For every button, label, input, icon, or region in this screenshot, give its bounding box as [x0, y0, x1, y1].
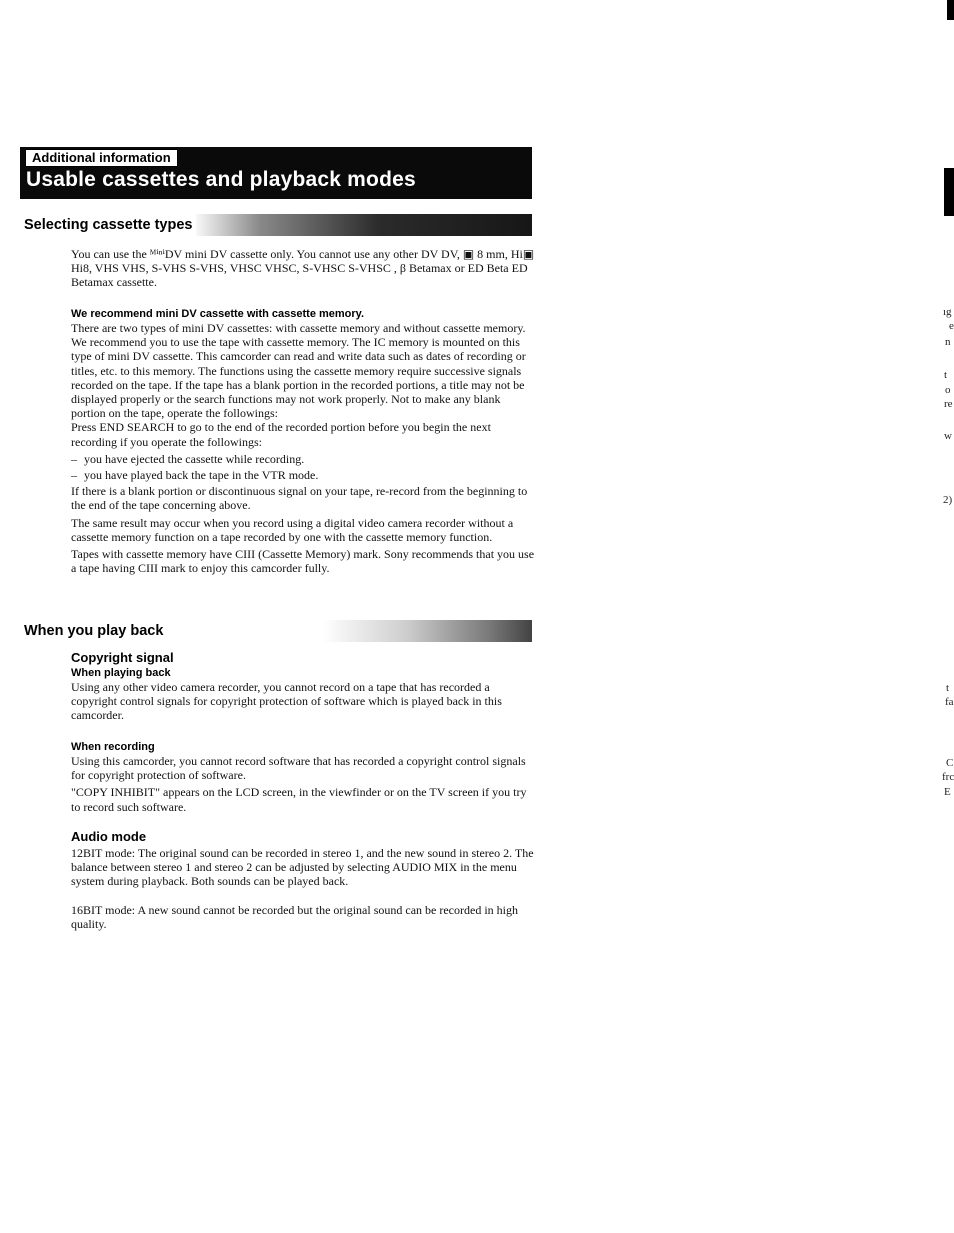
audio-16bit-text: 16BIT mode: A new sound cannot be recorded but the original sound can be recorded in high quality.: [71, 902, 518, 931]
edge-fragment: re: [944, 398, 953, 410]
when-playing-heading: When playing back: [71, 667, 171, 679]
section-heading-label: Selecting cassette types: [24, 214, 196, 236]
page-edge-tab: [944, 168, 954, 216]
recommend-heading: We recommend mini DV cassette with cassette memory.: [71, 308, 365, 320]
same-result-paragraph: The same result may occur when you record using a digital video camera recorder without a cassette memory function on a tape recorded by one with the cassette memory function.: [71, 515, 514, 544]
edge-fragment: n: [945, 336, 951, 348]
heading-shade: [322, 620, 532, 642]
blank-portion-paragraph: If there is a blank portion or discontinuous signal on your tape, re-record from the beginning to the end of the tape concerning above.: [71, 484, 528, 513]
edge-fragment: w: [944, 430, 952, 442]
list-item: – you have played back the tape in the VTR mode.: [71, 468, 535, 482]
section-heading-playback: [24, 620, 532, 642]
cassette-memory-paragraph: There are two types of mini DV cassettes: with cassette memory and without cassette memory. We recommend you to use the tape with cassette memory. The IC memory is mounted on this type of mini DV cassette. This camcorder can read and write data such as dates of recording or titles, etc. to this memory. The functions using the cassette memory require successive signals recorded on the tape. If the tape has a blank portion in the recorded portions, a title may not be displayed properly or the search functions may not work properly. Not to make any blank portion on the tape, operate the followings:: [71, 321, 526, 421]
when-playing-text: Using any other video camera recorder, you cannot record on a tape that has recorded a copyright control signals for copyright protection of software which is played back in this camcorder.: [71, 680, 502, 723]
section-tag: Additional information: [25, 149, 178, 167]
edge-fragment: t: [946, 682, 950, 694]
when-playing-body: [71, 680, 535, 723]
end-search-paragraph: Press END SEARCH to go to the end of the recorded portion before you begin the next recording if you operate the followings:: [71, 420, 491, 449]
audio-mode-heading: Audio mode: [71, 829, 147, 844]
edge-fragment: t: [944, 369, 948, 381]
edge-fragment: e: [949, 320, 954, 332]
edge-fragment: fa: [945, 696, 954, 708]
page-title: Usable cassettes and playback modes: [26, 168, 416, 191]
copyright-heading: Copyright signal: [71, 650, 174, 665]
audio-12bit-text: 12BIT mode: The original sound can be recorded in stereo 1, and the new sound in stereo 2. The balance between stereo 1 and stereo 2 can be adjusted by selecting AUDIO MIX in the menu system during playback. Both sounds can be played back.: [71, 846, 534, 889]
when-recording-heading: When recording: [71, 741, 155, 753]
conditions-list: [71, 452, 535, 482]
edge-fragment: C: [946, 757, 954, 769]
heading-shade: [192, 214, 532, 236]
when-recording-body: [71, 754, 535, 814]
copy-inhibit-text: "COPY INHIBIT" appears on the LCD screen, in the viewfinder or on the TV screen if you try to record such software.: [71, 785, 527, 814]
audio-mode-body: [71, 846, 535, 931]
edge-fragment: 2): [943, 494, 953, 506]
selecting-body: [71, 321, 535, 575]
edge-fragment: frc: [942, 771, 954, 783]
cassette-memory-mark-paragraph: Tapes with cassette memory have CIII (Cassette Memory) mark. Sony recommends that you use a tape having CIII mark to enjoy this camcorder fully.: [71, 547, 535, 576]
when-recording-text: Using this camcorder, you cannot record software that has recorded a copyright control signals for copyright protection of software.: [71, 754, 526, 783]
intro-paragraph: [71, 247, 535, 290]
page-edge-tab-top: [947, 0, 954, 20]
list-item: – you have ejected the cassette while recording.: [71, 452, 535, 466]
intro-text: You can use the ᴹⁱⁿⁱDV mini DV cassette only. You cannot use any other DV DV, ▣ 8 mm, Hi▣ Hi8, VHS VHS, S-VHS S-VHS, VHSC VHSC, S-VHSC S-VHSC , β Betamax or ED Beta ED Betamax cassette.: [71, 247, 535, 290]
edge-fragment: ıg: [943, 306, 952, 318]
section-heading-label: When you play back: [24, 620, 167, 642]
edge-fragment: o: [945, 384, 951, 396]
header-bar: [20, 147, 532, 199]
edge-fragment: E: [944, 786, 951, 798]
section-heading-selecting: [24, 214, 532, 236]
